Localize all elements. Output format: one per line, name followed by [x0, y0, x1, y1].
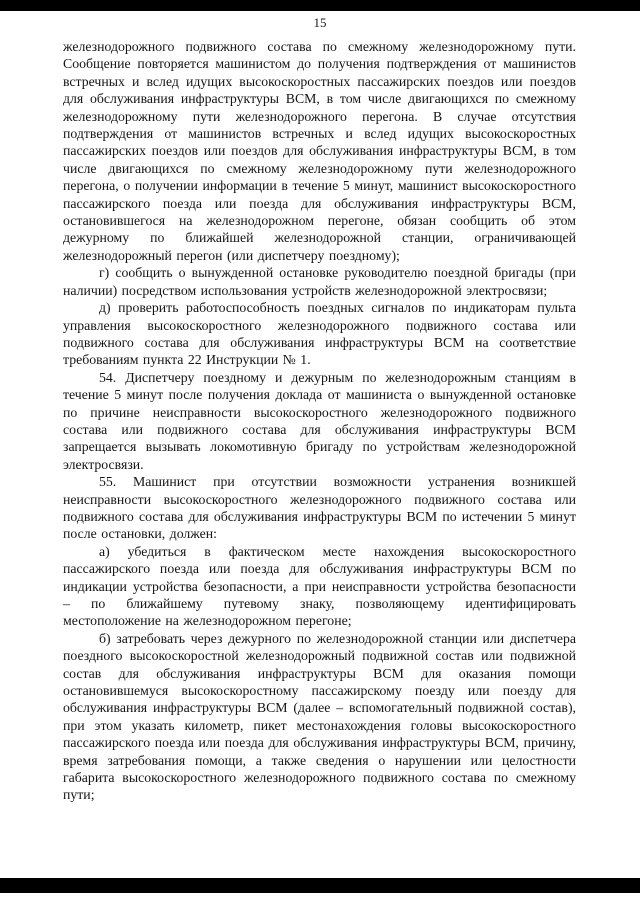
paragraph: б) затребовать через дежурного по железнодорожной станции или диспетчера поездного высокоскоростной железнодорожный подвижной состав или подвижной состав для обслуживания инфраструктуры ВСМ для оказания помощи остановившемуся высокоскоростному пассажирскому поезду или поезду для обслуживания инфраструктуры ВСМ (далее – вспомогательный подвижной состав), при этом указать километр, пикет местонахождения головы высокоскоростного пассажирского поезда или поезда для обслуживания инфраструктуры ВСМ, причину, время затребования помощи, а также сведения о нарушении или целостности габарита высокоскоростного железнодорожного подвижного состава по смежному пути; — [63, 630, 576, 803]
paragraph: 55. Машинист при отсутствии возможности устранения возникшей неисправности высокоскоростного железнодорожного подвижного состава или подвижного состава для обслуживания инфраструктуры ВСМ по истечении 5 минут после остановки, должен: — [63, 474, 576, 542]
paragraph: г) сообщить о вынужденной остановке руководителю поездной бригады (при наличии) посредством использования устройств железнодорожной электросвязи; — [63, 265, 576, 298]
paragraph: железнодорожного подвижного состава по смежному железнодорожному пути. Сообщение повторяется машинистом до получения подтверждения от машинистов встречных и вслед идущих высокоскоростных пассажирских поездов или поездов для обслуживания инфраструктуры ВСМ, в том числе двигающихся по смежному железнодорожному пути железнодорожного перегона. В случае отсутствия подтверждения от машинистов встречных и вслед идущих высокоскоростных пассажирских поездов или поездов для обслуживания инфраструктуры ВСМ, в том числе двигающихся по смежному железнодорожному пути железнодорожного перегона, о получении информации в течение 5 минут, машинист высокоскоростного пассажирского поезда или поезда для обслуживания инфраструктуры ВСМ, остановившегося на железнодорожном перегоне, обязан сообщить об этом дежурному по ближайшей железнодорожной станции, ограничивающей железнодорожный перегон (или диспетчеру поездному); — [63, 39, 576, 263]
paragraph: 54. Диспетчеру поездному и дежурным по железнодорожным станциям в течение 5 минут после получения доклада от машиниста о вынужденной остановке по причине неисправности высокоскоростного железнодорожного подвижного состава или подвижного состава для обслуживания инфраструктуры ВСМ запрещается вызывать локомотивную бригаду по устройствам железнодорожной электросвязи. — [63, 369, 576, 472]
scan-artifact-top-bar — [0, 0, 640, 11]
paragraph: д) проверить работоспособность поездных сигналов по индикаторам пульта управления высокоскоростного железнодорожного подвижного состава или подвижного состава для обслуживания инфраструктуры ВСМ на соответствие требованиям пункта 22 Инструкции № 1. — [63, 300, 576, 368]
paragraph: а) убедиться в фактическом месте нахождения высокоскоростного пассажирского поезда или поезда для обслуживания инфраструктуры ВСМ по индикации устройства безопасности, а при неисправности устройства безопасности – по ближайшему путевому знаку, позволяющему идентифицировать местоположение на железнодорожном перегоне; — [63, 543, 576, 629]
document-body — [63, 38, 576, 804]
scan-artifact-bottom-bar — [0, 878, 640, 893]
page-number: 15 — [313, 15, 327, 30]
